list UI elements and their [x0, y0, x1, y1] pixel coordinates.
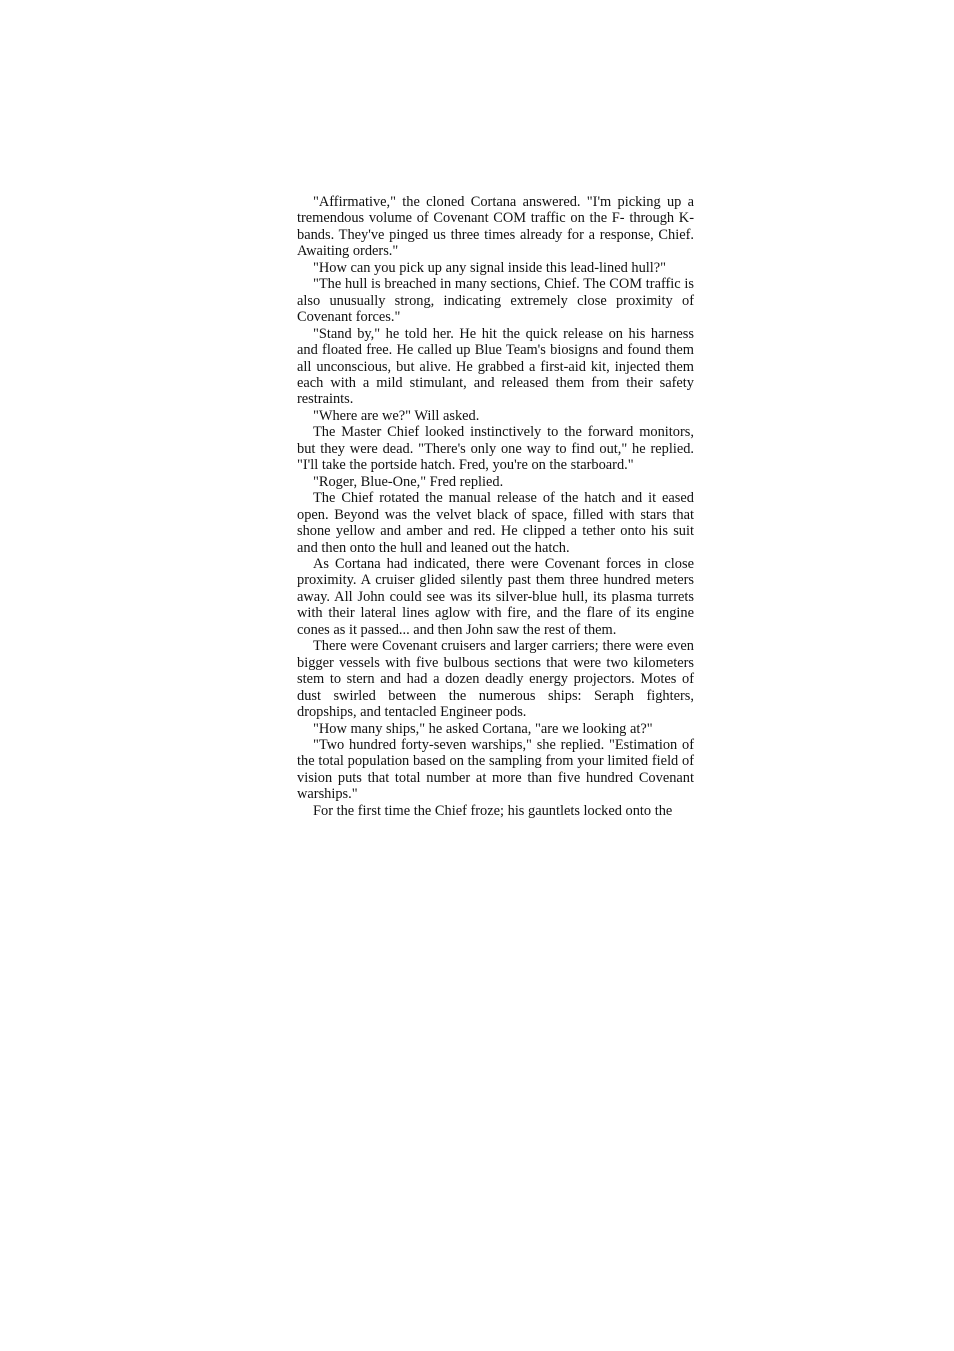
paragraph: For the first time the Chief froze; his gauntlets locked onto the — [313, 802, 673, 819]
body-text — [297, 194, 694, 819]
paragraph: The Chief rotated the manual release of the hatch and it eased open. Beyond was the velvet black of space, filled with stars that shone yellow and amber and red. He clipped a tether onto his suit and then onto the hull and leaned out the hatch. — [297, 490, 694, 556]
paragraph: The Master Chief looked instinctively to the forward monitors, but they were dead. "There's only one way to find out," he replied. "I'll take the portside hatch. Fred, you're on the starboard." — [297, 424, 694, 474]
paragraph: "Where are we?" Will asked. — [313, 407, 480, 424]
paragraph: "Stand by," he told her. He hit the quick release on his harness and floated free. He called up Blue Team's biosigns and found them all unconscious, but alive. He grabbed a first-aid kit, injected them each with a mild stimulant, and released them from their safety restraints. — [297, 325, 694, 408]
paragraph: As Cortana had indicated, there were Covenant forces in close proximity. A cruiser glided silently past them three hundred meters away. All John could see was its silver-blue hull, its plasma turrets with their lateral lines aglow with fire, and the flare of its engine cones as it passed... and then John saw the rest of them. — [297, 555, 694, 638]
paragraph: "Roger, Blue-One," Fred replied. — [313, 473, 504, 490]
paragraph: "Affirmative," the cloned Cortana answered. "I'm picking up a tremendous volume of Covenant COM traffic on the F- through K-bands. They've pinged us three times already for a response, Chief. Awaiting orders." — [297, 194, 694, 260]
paragraph: "How many ships," he asked Cortana, "are we looking at?" — [313, 720, 653, 737]
paragraph: "The hull is breached in many sections, Chief. The COM traffic is also unusually strong, indicating extremely close proximity of Covenant forces." — [297, 276, 694, 326]
paragraph: "Two hundred forty-seven warships," she replied. "Estimation of the total population based on the sampling from your limited field of vision puts that total number at more than five hundred Covenant warships." — [297, 736, 694, 803]
paragraph: There were Covenant cruisers and larger carriers; there were even bigger vessels with five bulbous sections that were two kilometers stem to stern and had a dozen deadly energy projectors. Motes of dust swirled between the numerous ships: Seraph fighters, dropships, and tentacled Engineer pods. — [297, 638, 694, 721]
paragraph: "How can you pick up any signal inside this lead-lined hull?" — [313, 259, 667, 276]
